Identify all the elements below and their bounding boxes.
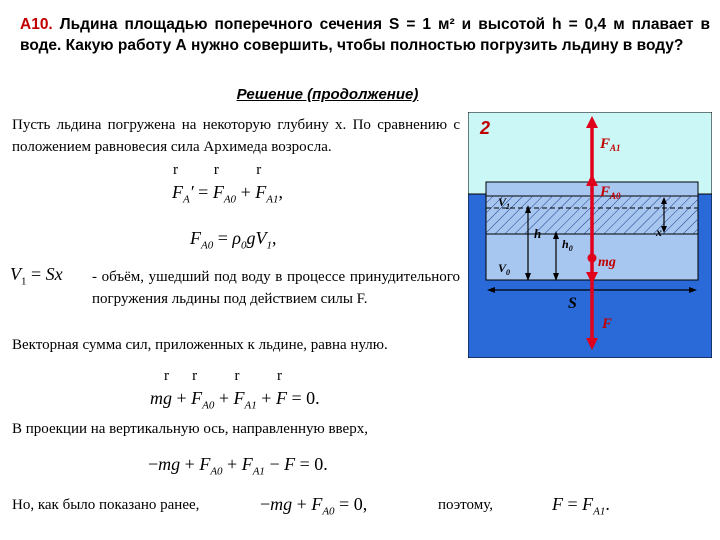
label-fa1: $F_{A1}$ xyxy=(600,136,621,153)
label-x: x xyxy=(656,225,662,239)
solution-subtitle: Решение (продолжение) xyxy=(236,86,419,103)
paragraph-intro: Пусть льдина погружена на некоторую глубину x. По сравнению с положением равновесия сила Архимеда возросла. xyxy=(12,117,460,155)
formula-projection: $-mg + F_{A0} + F_{A1} - F = 0$. xyxy=(148,454,328,478)
problem-text: Льдина площадью поперечного сечения S = 1 м² и высотой h = 0,4 м плавает в воде. Какую работу А нужно совершить, чтобы полностью погрузить льдину в воду? xyxy=(20,16,710,54)
formula-fa0: $F_{A0} = \rho_0gV_1$, xyxy=(190,228,277,252)
diagram-number: 2 xyxy=(480,118,491,138)
label-h: h xyxy=(534,226,542,241)
formula-previous: $-mg + F_{A0} = 0$, xyxy=(260,494,368,518)
label-fa0: $F_{A0}$ xyxy=(600,184,621,201)
paragraph-projection: В проекции на вертикальную ось, направленную вверх, xyxy=(12,421,368,437)
formula-result: $F = F_{A1}$. xyxy=(552,494,610,518)
paragraph-therefore: поэтому, xyxy=(438,497,493,513)
label-h0: $h_0$ xyxy=(562,237,573,253)
label-s: S xyxy=(568,295,577,312)
label-mg: mg xyxy=(598,255,616,270)
formula-v1: $V_1 = Sx$ xyxy=(10,264,63,288)
paragraph-previously: Но, как было показано ранее, xyxy=(12,497,200,513)
problem-statement xyxy=(20,14,710,56)
label-v0: $V_0$ xyxy=(498,261,511,277)
formula-archimedes-sum: F r $_A$′ = F r $_{A0}$ + F r $_{A1}$, xyxy=(172,162,283,206)
label-v1: $V_1$ xyxy=(498,195,511,211)
center-of-mass-dot xyxy=(588,254,597,263)
formula-vector-balance: mg r + F r $_{A0}$ + F r $_{A1}$ + F r = 0. xyxy=(150,368,320,412)
problem-number: А10. xyxy=(20,16,53,33)
paragraph-vector-sum: Векторная сумма сил, приложенных к льдине, равна нулю. xyxy=(12,337,388,353)
label-f: F xyxy=(602,316,613,332)
ice-floe-diagram xyxy=(468,112,712,358)
paragraph-volume: - объём, ушедший под воду в процессе принудительного погружения льдины под действием силы F. xyxy=(92,269,460,307)
